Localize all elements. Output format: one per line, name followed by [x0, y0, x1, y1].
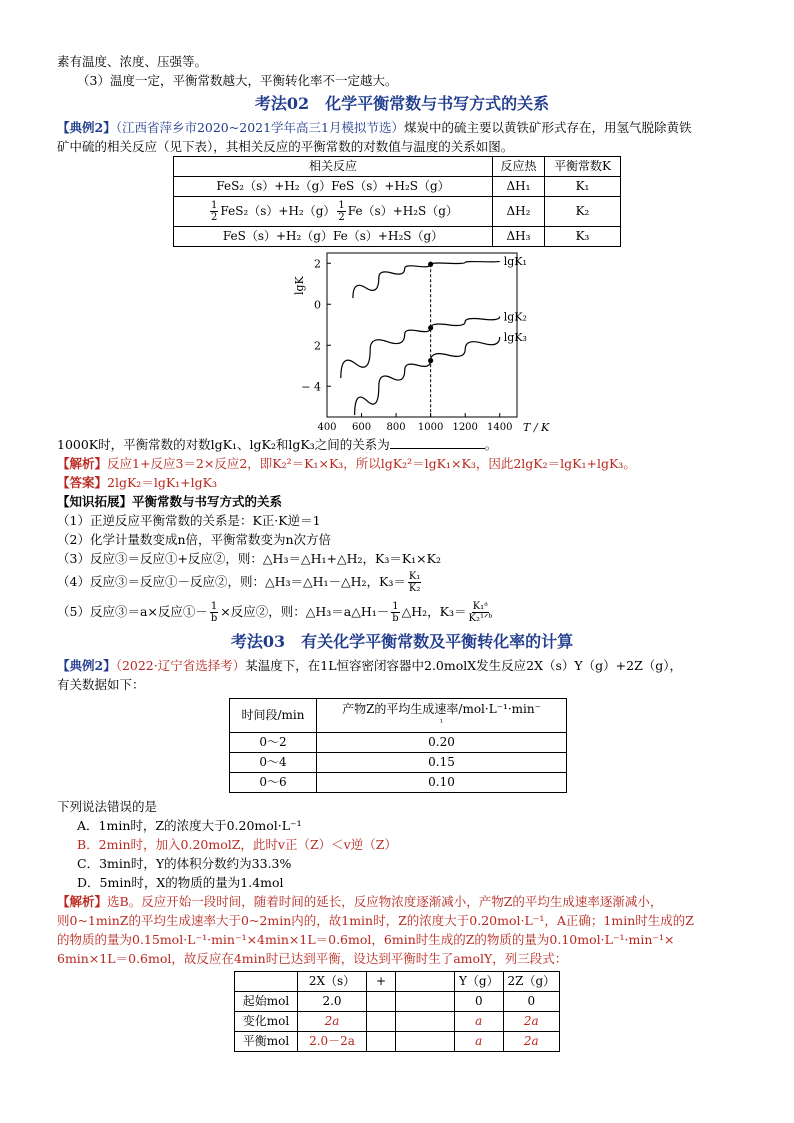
analysis-03-line-1: 【解析】选B。反应开始一段时间，随着时间的延长，反应物浓度逐渐减小，产物Z的平均生成速率逐渐减小， — [57, 894, 663, 909]
example-tag: 【典例2】 — [57, 120, 116, 135]
question-03-line-2: 有关数据如下： — [57, 677, 145, 692]
intro-line-1: 素有温度、浓度、压强等。 — [57, 54, 208, 69]
y-tick-label: 2 — [314, 257, 321, 271]
knowledge-title: 【知识拓展】平衡常数与书写方式的关系 — [57, 494, 283, 509]
fraction: $\frac{1}{2}$ — [338, 200, 345, 223]
knowledge-item-3: （3）反应③＝反应①+反应②，则：△H₃＝△H₁+△H₂，K₃＝K₁×K₂ — [57, 551, 441, 566]
knowledge-item-4: （4）反应③＝反应①－反应②，则：△H₃＝△H₁－△H₂，K₃＝ $\frac{\text{K₁}}{\text{K₂}}$ — [57, 571, 421, 594]
y-tick-label: 2 — [314, 339, 321, 353]
table-row: 0～2 0.20 — [230, 733, 567, 753]
header-rate: 产物Z的平均生成速率/mol·L⁻¹·min⁻ ¹ — [317, 699, 567, 733]
fraction: $\frac{\text{K₁}}{\text{K₂}}$ — [408, 571, 421, 594]
k-1: K₁ — [544, 177, 620, 197]
x-tick-label: 400 — [317, 422, 337, 433]
x-tick-label: 600 — [351, 422, 372, 433]
x-axis-label: T / K — [523, 421, 550, 434]
series-line-3 — [355, 337, 500, 415]
option-d: D．5min时，X的物质的量为1.4mol — [77, 875, 284, 890]
analysis-02: 【解析】反应1+反应3＝2×反应2，即K₂²＝K₁×K₃，所以lgK₂²＝lgK₁×K₃，因此2lgK₂＝lgK₁+lgK₃。 — [57, 456, 636, 471]
series-label-3: lgK₃ — [503, 331, 527, 345]
question-text-2: 矿中硫的相关反应（见下表），其相关反应的平衡常数的对数值与温度的关系如图。 — [57, 139, 514, 154]
reaction-2: $\frac{1}{2}$ FeS₂（s）+H₂（g） $\frac{1}{2}$ Fe（s）+H₂S（g） — [174, 197, 493, 227]
knowledge-item-1: （1）正逆反应平衡常数的关系是：K正·K逆＝1 — [57, 513, 321, 528]
answer-blank — [390, 436, 485, 449]
table-row: 0～4 0.15 — [230, 753, 567, 773]
fraction: $\frac{1}{b}$ — [210, 601, 218, 624]
option-b: B．2min时，加入0.20molZ，此时v正（Z）＜v逆（Z） — [77, 837, 397, 852]
series-label-2: lgK₂ — [503, 310, 527, 324]
heat-1: ΔH₁ — [493, 177, 545, 197]
y-tick-label: − 4 — [301, 380, 321, 394]
x-tick-label: 800 — [386, 422, 406, 433]
table-header-row: 2X（s） + Y（g） 2Z（g） — [235, 972, 560, 992]
x-tick-label: 1200 — [452, 422, 478, 433]
section-02-title: 考法02 化学平衡常数与书写方式的关系 — [254, 94, 550, 113]
y-axis-label: lgK — [293, 276, 306, 295]
table-row: 起始mol 2.0 0 0 — [235, 992, 560, 1012]
lgk-temperature-chart — [287, 249, 567, 435]
header-k: 平衡常数K — [544, 157, 620, 177]
series-label-1: lgK₁ — [503, 255, 527, 269]
heat-3: ΔH₃ — [493, 227, 545, 247]
analysis-03-line-4: 6min×1L＝0.6mol，故反应在4min时已达到平衡，设达到平衡时生了amolY，列三段式： — [57, 951, 568, 966]
header-reaction: 相关反应 — [174, 157, 493, 177]
x-tick-label: 1000 — [417, 422, 444, 433]
y-tick-label: 0 — [314, 298, 321, 312]
fraction: $\frac{1}{2}$ — [211, 200, 218, 223]
rate-table — [229, 698, 567, 793]
ice-table — [234, 971, 560, 1052]
option-a: A．1min时，Z的浓度大于0.20mol·L⁻¹ — [77, 818, 302, 833]
table-row — [174, 177, 621, 197]
document-page — [57, 52, 747, 1052]
knowledge-item-5: （5）反应③＝a×反应①－ $\frac{1}{b}$ ×反应②，则：△H₃＝a△H₁－ $\frac{1}{b}$ △H₂，K₃＝ $\frac{\text{K₁ᵃ}}{\text{K₂¹ᐟᵇ}}$ — [57, 601, 493, 624]
fraction: $\frac{\text{K₁ᵃ}}{\text{K₂¹ᐟᵇ}}$ — [468, 601, 493, 624]
table-row: 平衡mol 2.0－2a a 2a — [235, 1032, 560, 1052]
plot-frame — [327, 253, 517, 417]
table-header-row — [230, 699, 567, 733]
question-blank-line: 1000K时，平衡常数的对数lgK₁、lgK₂和lgK₃之间的关系为 。 — [57, 437, 498, 452]
data-point-2 — [428, 325, 433, 330]
intro-line-2: （3）温度一定，平衡常数越大，平衡转化率不一定越大。 — [77, 73, 398, 88]
series-line-1 — [353, 261, 500, 298]
table-row: 变化mol 2a a 2a — [235, 1012, 560, 1032]
table-row — [174, 227, 621, 247]
table-header-row — [174, 157, 621, 177]
analysis-03-line-2: 则0~1minZ的平均生成速率大于0~2min内的，故1min时，Z的浓度大于0.20mol·L⁻¹，A正确；1min时生成的Z — [57, 913, 694, 928]
data-point-1 — [428, 262, 433, 267]
example-source: （江西省萍乡市2020~2021学年高三1月模拟节选） — [115, 120, 405, 135]
example-03-question: 【典例2】（2022·辽宁省选择考）某温度下，在1L恒容密闭容器中2.0molX发生反应2X（s）Y（g）+2Z（g）， — [57, 658, 683, 673]
option-c: C．3min时，Y的体积分数约为33.3% — [77, 856, 292, 871]
options-prompt: 下列说法错误的是 — [57, 799, 158, 814]
header-heat: 反应热 — [493, 157, 545, 177]
series-line-2 — [341, 317, 500, 379]
section-03-title: 考法03 有关化学平衡常数及平衡转化率的计算 — [230, 632, 574, 651]
question-text-1: 煤炭中的硫主要以黄铁矿形式存在，用氢气脱除黄铁 — [404, 120, 692, 135]
x-tick-label: 1400 — [487, 422, 513, 433]
heat-2: ΔH₂ — [493, 197, 545, 227]
k-2: K₂ — [544, 197, 620, 227]
analysis-03-line-3: 的物质的量为0.15mol·L⁻¹·min⁻¹×4min×1L＝0.6mol，6min时生成的Z的物质的量为0.10mol·L⁻¹·min⁻¹× — [57, 932, 675, 947]
knowledge-item-2: （2）化学计量数变成n倍，平衡常数变为n次方倍 — [57, 532, 332, 547]
header-period: 时间段/min — [230, 699, 317, 733]
k-3: K₃ — [544, 227, 620, 247]
example-02-question — [57, 118, 747, 137]
table-row: 0～6 0.10 — [230, 773, 567, 793]
table-row — [174, 197, 621, 227]
fraction: $\frac{1}{b}$ — [392, 601, 399, 624]
reaction-table — [173, 156, 621, 247]
reaction-3: FeS（s）+H₂（g）Fe（s）+H₂S（g） — [174, 227, 493, 247]
answer-02: 【答案】2lgK₂＝lgK₁+lgK₃ — [57, 475, 217, 490]
data-point-3 — [428, 358, 433, 363]
reaction-1: FeS₂（s）+H₂（g）FeS（s）+H₂S（g） — [174, 177, 493, 197]
